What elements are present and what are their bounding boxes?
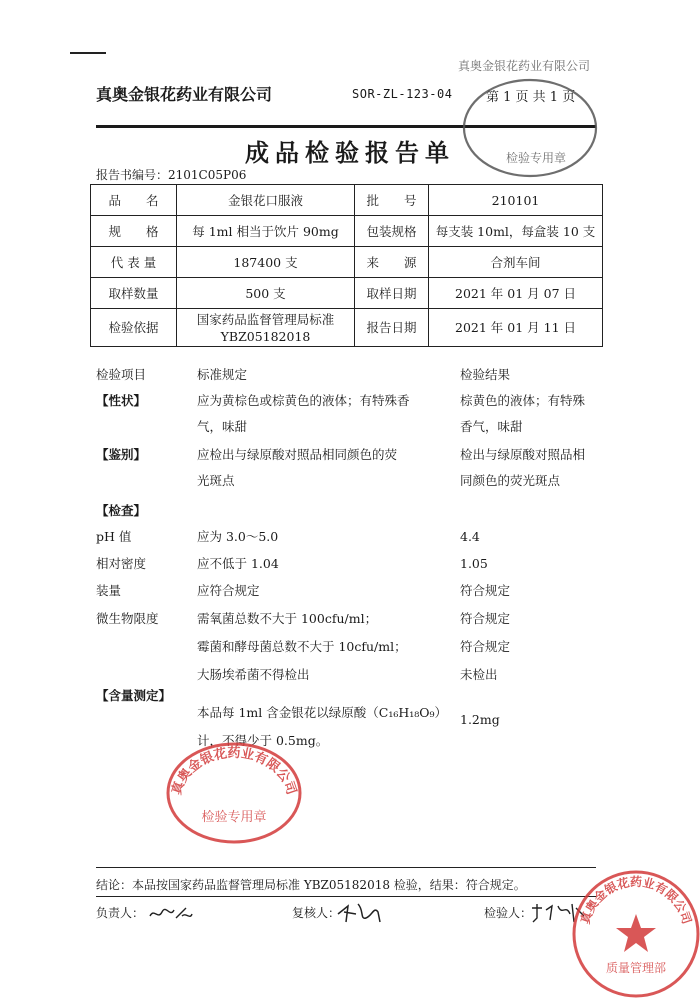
label-report-date: 报告日期 — [355, 309, 429, 347]
label-quantity: 代 表 量 — [91, 247, 177, 278]
value-sample-date: 2021 年 01 月 07 日 — [429, 278, 603, 309]
micro-result-2: 符合规定 — [460, 639, 511, 654]
page-count: 第 1 页 共 1 页 — [486, 90, 576, 105]
traits-standard-1: 应为黄棕色或棕黄色的液体；有特殊香 — [197, 393, 410, 408]
info-row-spec — [91, 216, 603, 247]
star-icon — [616, 914, 656, 952]
col-header-standard: 标准规定 — [197, 367, 248, 382]
document-code: SOR-ZL-123-04 — [352, 87, 453, 101]
micro-result-1: 符合规定 — [460, 611, 511, 626]
label-packaging: 包装规格 — [355, 216, 429, 247]
info-row-basis — [91, 309, 603, 347]
density-standard: 应不低于 1.04 — [197, 556, 279, 571]
report-title: 成品检验报告单 — [245, 139, 455, 167]
section-identification: 【鉴别】 — [96, 447, 147, 462]
header-stamp-ring-text: 真奥金银花药业有限公司 — [458, 59, 591, 73]
basis-line-1: 国家药品监督管理局标准 — [196, 311, 335, 327]
ident-result-2: 同颜色的荧光斑点 — [460, 473, 561, 488]
label-batch-no: 批 号 — [355, 185, 429, 216]
value-sample-qty: 500 支 — [177, 278, 355, 309]
company-name: 真奥金银花药业有限公司 — [96, 85, 273, 104]
micro-standard-1: 需氧菌总数不大于 100cfu/ml； — [197, 611, 378, 626]
label-sample-qty: 取样数量 — [91, 278, 177, 309]
conclusion-text: 结论：本品按国家药品监督管理局标准 YBZ05182018 检验，结果：符合规定。 — [96, 878, 526, 892]
label-basis: 检验依据 — [91, 309, 177, 347]
col-header-item: 检验项目 — [96, 367, 147, 382]
inspection-stamp-label: 检验专用章 — [201, 810, 267, 825]
label-sample-date: 取样日期 — [355, 278, 429, 309]
label-spec: 规 格 — [91, 216, 177, 247]
info-row-quantity — [91, 247, 603, 278]
section-check: 【检查】 — [96, 503, 147, 518]
quality-stamp-ring-text: 真奥金银花药业有限公司 — [578, 875, 694, 926]
fill-label: 装量 — [96, 583, 122, 598]
info-row-product — [91, 185, 603, 216]
scan-mark — [70, 52, 106, 54]
ident-result-1: 检出与绿原酸对照品相 — [460, 447, 586, 462]
section-traits: 【性状】 — [96, 393, 147, 408]
density-result: 1.05 — [460, 556, 488, 571]
micro-label: 微生物限度 — [96, 611, 159, 626]
ident-standard-2: 光斑点 — [197, 473, 235, 488]
traits-standard-2: 气，味甜 — [197, 419, 248, 434]
inspection-stamp — [162, 735, 306, 845]
ph-result: 4.4 — [460, 529, 480, 544]
reviewer-signature — [334, 896, 384, 928]
reviewer-label: 复核人： — [292, 906, 341, 920]
responsible-signature — [146, 902, 196, 924]
micro-standard-2: 霉菌和酵母菌总数不大于 10cfu/ml； — [197, 639, 407, 654]
value-spec: 每 1ml 相当于饮片 90mg — [177, 216, 355, 247]
header-stamp — [458, 59, 602, 180]
ph-standard: 应为 3.0～5.0 — [197, 529, 279, 544]
report-number: 报告书编号：2101C05P06 — [96, 168, 247, 182]
value-source: 合剂车间 — [429, 247, 603, 278]
product-info-table — [90, 184, 603, 347]
basis-line-2: YBZ05182018 — [220, 328, 311, 344]
fill-result: 符合规定 — [460, 583, 511, 598]
assay-standard-2: 计，不得少于 0.5mg。 — [197, 733, 329, 748]
quality-dept-stamp — [564, 862, 700, 1000]
value-batch-no: 210101 — [429, 185, 603, 216]
value-product-name: 金银花口服液 — [177, 185, 355, 216]
inspector-label: 检验人： — [484, 906, 533, 920]
header-stamp-label: 检验专用章 — [505, 151, 567, 165]
density-label: 相对密度 — [96, 556, 147, 571]
value-report-date: 2021 年 01 月 11 日 — [429, 309, 603, 347]
ident-standard-1: 应检出与绿原酸对照品相同颜色的荧 — [197, 447, 398, 462]
col-header-result: 检验结果 — [460, 367, 511, 382]
fill-standard: 应符合规定 — [197, 583, 260, 598]
quality-stamp-label: 质量管理部 — [605, 961, 667, 975]
micro-result-3: 未检出 — [460, 667, 498, 682]
value-packaging: 每支装 10ml，每盒装 10 支 — [429, 216, 603, 247]
inspection-stamp-ring-text: 真奥金银花药业有限公司 — [169, 746, 299, 797]
traits-result-1: 棕黄色的液体；有特殊 — [460, 393, 586, 408]
ph-label: pH 值 — [96, 529, 132, 544]
info-row-sampling — [91, 278, 603, 309]
traits-result-2: 香气，味甜 — [460, 419, 523, 434]
conclusion-rule — [96, 867, 596, 868]
value-quantity: 187400 支 — [177, 247, 355, 278]
assay-result: 1.2mg — [460, 712, 500, 727]
section-assay: 【含量测定】 — [96, 688, 172, 703]
label-product-name: 品 名 — [91, 185, 177, 216]
responsible-label: 负责人： — [96, 906, 145, 920]
label-source: 来 源 — [355, 247, 429, 278]
micro-standard-3: 大肠埃希菌不得检出 — [197, 667, 310, 682]
assay-standard-1: 本品每 1ml 含金银花以绿原酸（C₁₆H₁₈O₉） — [197, 705, 448, 720]
value-basis — [177, 309, 355, 347]
